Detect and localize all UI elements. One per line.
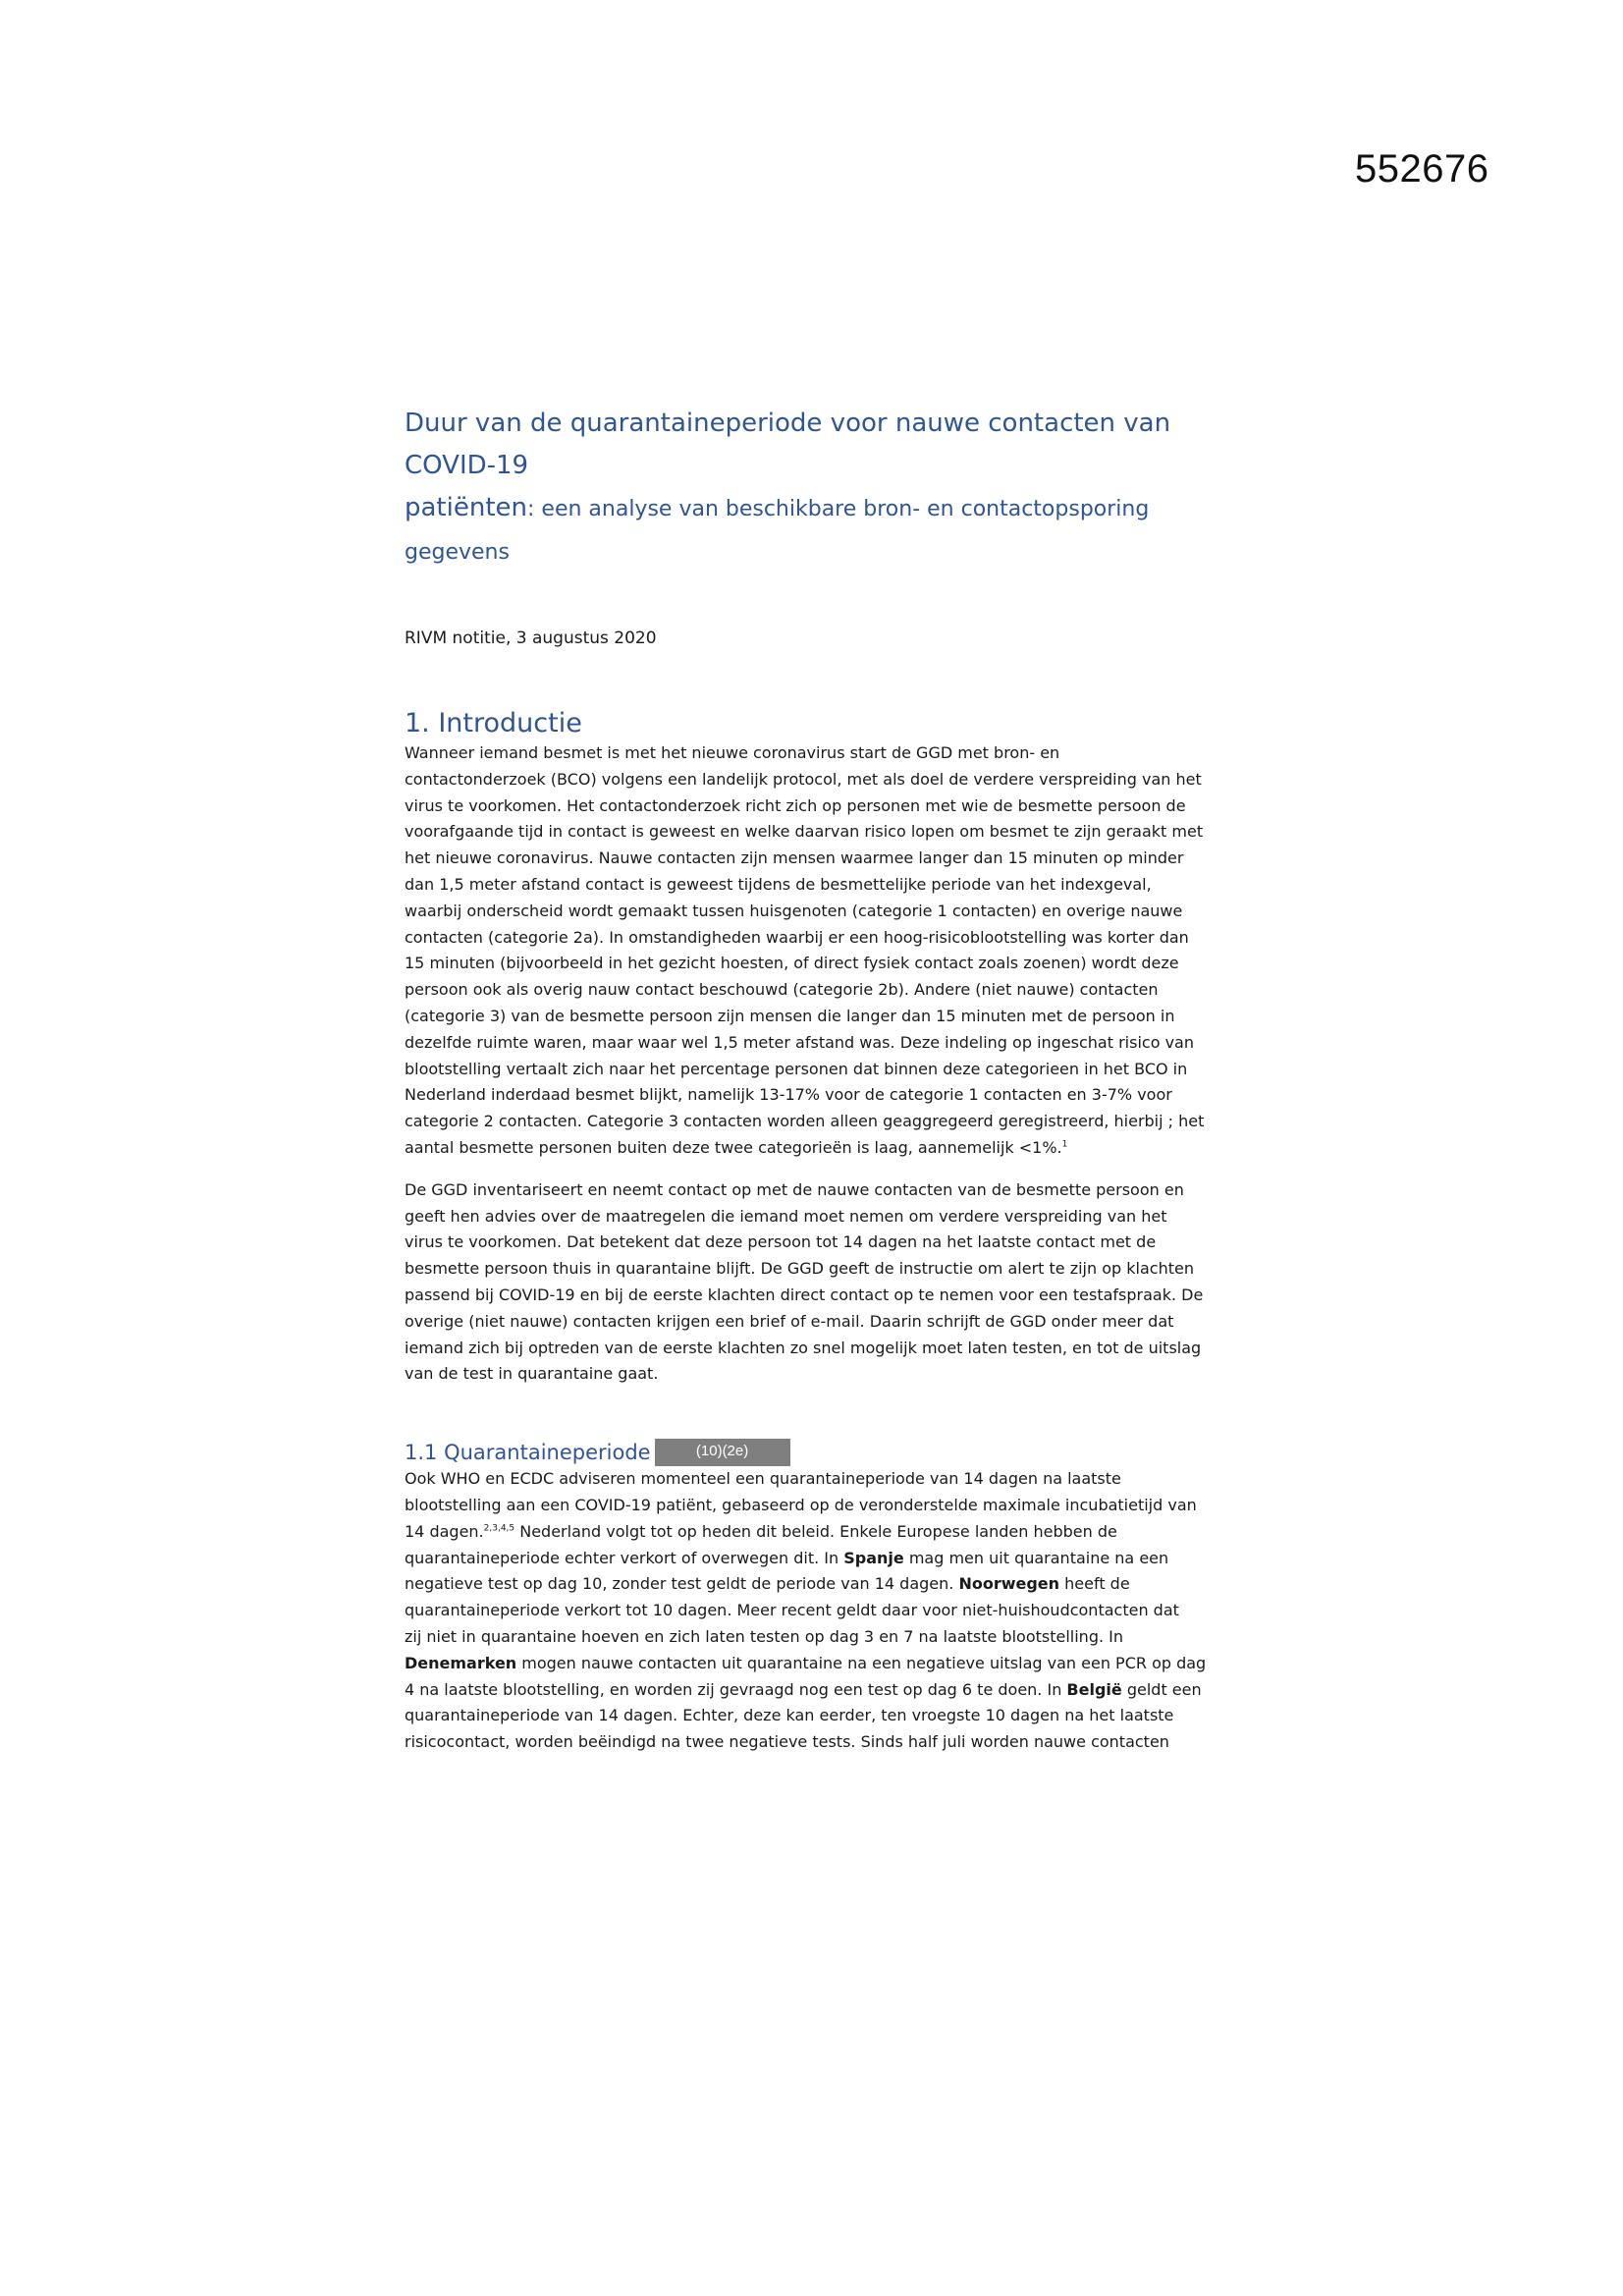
text-line: overige (niet nauwe) contacten krijgen een brief of e-mail. Daarin schrijft de GGD onder meer dat	[405, 1311, 1174, 1331]
text-line: contacten (categorie 2a). In omstandigheden waarbij er een hoog-risicoblootstelling was korter dan	[405, 927, 1189, 947]
text-line: quarantaineperiode verkort tot 10 dagen. Meer recent geldt daar voor niet-huishoudcontacten dat	[405, 1601, 1179, 1620]
title-line-2-subtitle: : een analyse van beschikbare bron- en contactopsporing gegevens	[405, 497, 1150, 565]
text-line: blootstelling vertaalt zich naar het percentage personen dat binnen deze categorieen in het BCO in	[405, 1059, 1188, 1078]
text-line: dezelfde ruimte waren, maar waar wel 1,5 meter afstand was. Deze indeling op ingeschat risico van	[405, 1032, 1194, 1052]
introductie-paragraph-1	[405, 740, 1239, 1162]
text-line: het nieuwe coronavirus. Nauwe contacten zijn mensen waarmee langer dan 15 minuten op minder	[405, 848, 1184, 868]
text-line: (categorie 3) van de besmette persoon zijn mensen die langer dan 15 minuten met de persoon in	[405, 1006, 1175, 1025]
section-heading-quarantaineperiode	[405, 1439, 1239, 1466]
title-line-1: Duur van de quarantaineperiode voor nauwe contacten van COVID-19	[405, 409, 1171, 480]
text-line: mogen nauwe contacten uit quarantaine na een negatieve uitslag van een PCR op dag	[516, 1653, 1207, 1672]
text-line: Ook WHO en ECDC adviseren momenteel een quarantaineperiode van 14 dagen na laatste	[405, 1469, 1121, 1489]
text-line: van de test in quarantaine gaat.	[405, 1364, 659, 1384]
text-line: heeft de	[1059, 1574, 1130, 1594]
text-line: zij niet in quarantaine hoeven en zich laten testen op dag 3 en 7 na laatste blootstelling. In	[405, 1626, 1123, 1646]
text-line: passend bij COVID-19 en bij de eerste klachten direct contact op te nemen voor een testafspraak. De	[405, 1285, 1204, 1304]
text-line: Wanneer iemand besmet is met het nieuwe coronavirus start de GGD met bron- en	[405, 743, 1060, 762]
text-line: contactonderzoek (BCO) volgens een landelijk protocol, met als doel de verdere verspreiding van het	[405, 769, 1202, 789]
text-line: Nederland inderdaad besmet blijkt, namelijk 13-17% voor de categorie 1 contacten en 3-7% voor	[405, 1085, 1172, 1105]
section-heading-introductie: 1. Introductie	[405, 708, 582, 738]
country-denemarken: Denemarken	[405, 1653, 517, 1672]
document-title	[405, 403, 1239, 574]
text-line: quarantaineperiode echter verkort of overwegen dit. In	[405, 1548, 844, 1567]
text-line: blootstelling aan een COVID-19 patiënt, gebaseerd op de veronderstelde maximale incubatietijd van	[405, 1495, 1197, 1514]
footnote-reference: 1	[1061, 1139, 1068, 1150]
text-line: waarbij onderscheid wordt gemaakt tussen huisgenoten (categorie 1 contacten) en overige nauwe	[405, 901, 1183, 920]
title-line-2-main: patiënten	[405, 493, 527, 522]
text-line: persoon ook als overig nauw contact beschouwd (categorie 2b). Andere (niet nauwe) contacten	[405, 980, 1159, 1000]
text-line: quarantaineperiode van 14 dagen. Echter, deze kan eerder, ten vroegste 10 dagen na het laatste	[405, 1706, 1174, 1725]
text-line: categorie 2 contacten. Categorie 3 contacten worden alleen geaggregeerd geregistreerd, hierbij ; het	[405, 1112, 1205, 1131]
redaction-box: (10)(2e)	[655, 1439, 790, 1466]
text-line: De GGD inventariseert en neemt contact op met de nauwe contacten van de besmette persoon en	[405, 1179, 1184, 1199]
country-belgie: België	[1066, 1679, 1122, 1699]
country-spanje: Spanje	[843, 1548, 904, 1567]
document-number: 552676	[1355, 147, 1489, 191]
text-line: aantal besmette personen buiten deze twee categorieën is laag, aannemelijk <1%.	[405, 1137, 1062, 1157]
text-line: virus te voorkomen. Het contactonderzoek richt zich op personen met wie de besmette persoon de	[405, 795, 1186, 815]
text-line: 4 na laatste blootstelling, en worden zij gevraagd nog een test op dag 6 te doen. In	[405, 1679, 1067, 1699]
text-line: virus te voorkomen. Dat betekent dat deze persoon tot 14 dagen na het laatste contact met de	[405, 1232, 1157, 1252]
footnote-reference: 2,3,4,5	[483, 1523, 515, 1534]
text-line: Nederland volgt tot op heden dit beleid. Enkele Europese landen hebben de	[514, 1521, 1117, 1541]
text-line: risicocontact, worden beëindigd na twee negatieve tests. Sinds half juli worden nauwe contacten	[405, 1732, 1169, 1752]
text-line: 14 dagen.	[405, 1521, 484, 1541]
text-line: negatieve test op dag 10, zonder test geldt de periode van 14 dagen.	[405, 1574, 959, 1594]
text-line: mag men uit quarantaine na een	[903, 1548, 1169, 1567]
text-line: besmette persoon thuis in quarantaine blijft. De GGD geeft de instructie om alert te zijn op klachten	[405, 1259, 1194, 1279]
document-meta: RIVM notitie, 3 augustus 2020	[405, 629, 657, 648]
document-body	[405, 403, 1239, 1756]
text-line: voorafgaande tijd in contact is geweest en welke daarvan risico lopen om besmet te zijn geraakt met	[405, 822, 1204, 842]
quarantaineperiode-paragraph	[405, 1466, 1239, 1756]
text-line: geldt een	[1121, 1679, 1202, 1699]
section-heading-label: 1.1 Quarantaineperiode	[405, 1441, 651, 1465]
text-line: iemand zich bij optreden van de eerste klachten zo snel mogelijk moet laten testen, en tot de uitslag	[405, 1338, 1202, 1357]
introductie-paragraph-2	[405, 1177, 1239, 1388]
text-line: 15 minuten (bijvoorbeeld in het gezicht hoesten, of direct fysiek contact zoals zoenen) wordt deze	[405, 954, 1179, 973]
text-line: geeft hen advies over de maatregelen die iemand moet nemen om verdere verspreiding van het	[405, 1206, 1167, 1226]
country-noorwegen: Noorwegen	[958, 1574, 1060, 1594]
text-line: dan 1,5 meter afstand contact is geweest tijdens de besmettelijke periode van het indexgeval,	[405, 874, 1152, 894]
